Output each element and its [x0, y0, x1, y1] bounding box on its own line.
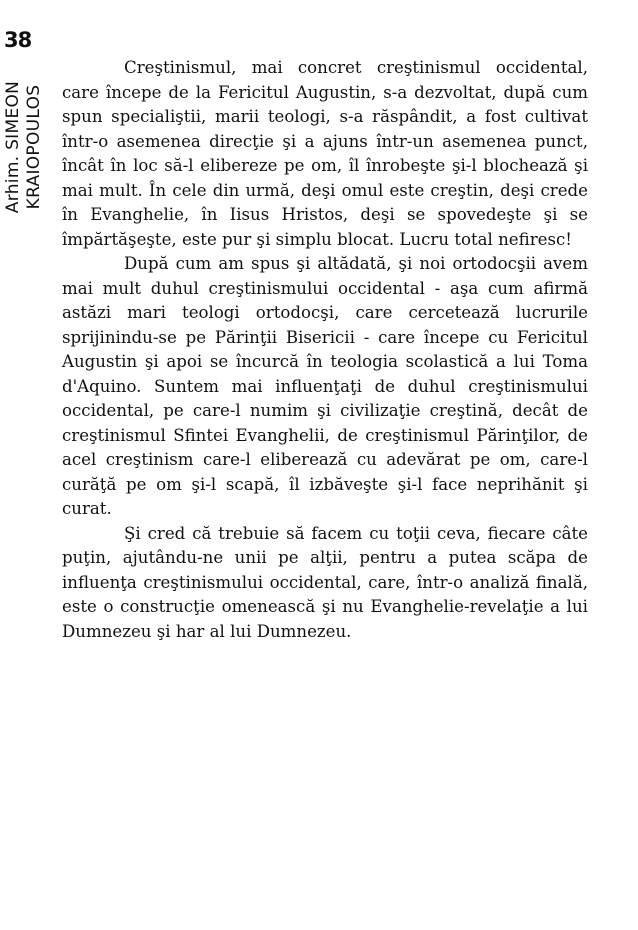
page-number: 38 [4, 28, 32, 52]
paragraph-3: Şi cred că trebuie să facem cu toţii ceva, fiecare câte puţin, ajutându-ne unii pe alţii, pentru a putea scăpa de influenţa creştinismului occidental, care, într-o analiză finală, este o construcţie omenească şi nu Evanghelie-revelaţie a lui Dumnezeu şi har al lui Dumnezeu. [62, 523, 588, 641]
paragraph-1: Creştinismul, mai concret creştinismul occidental, care începe de la Fericitul Augustin, s-a dezvoltat, după cum spun specialiştii, marii teologi, s-a răspândit, a fost cultivat într-o asemenea direcţie şi a ajuns într-un asemenea punct, încât în loc să-l elibereze pe om, îl înrobeşte şi-l blochează şi mai mult. În cele din urmă, deşi omul este creştin, deşi crede în Evanghelie, în Iisus Hristos, deşi se spovedeşte şi se împărtăşeşte, este pur şi simplu blocat. Lucru total nefiresc! [62, 58, 588, 249]
vertical-running-title [0, 56, 46, 238]
paragraph-2: După cum am spus şi altădată, şi noi ortodocşii avem mai mult duhul creştinismului occidental - aşa cum afirmă astăzi mari teologi ortodocşi, care cercetează lucrurile sprijinindu-se pe Părinţii Bisericii - care începe cu Fericitul Augustin şi apoi se încurcă în teologia scolastică a lui Toma d'Aquino. Suntem mai influenţaţi de duhul creştinismului occidental, pe care-l numim şi civilizaţie creştină, decât de creştinismul Sfintei Evanghelii, de creştinismul Părinţilor, de acel creştinism care-l eliberează cu adevărat pe om, care-l curăţă pe om şi-l scapă, îl izbăveşte şi-l face neprihănit şi curat. [62, 254, 588, 518]
header-author-line: Arhim. SIMEON [3, 80, 23, 214]
page-body-text [62, 56, 588, 644]
header-surname-line: KRAIOPOULOS [24, 84, 44, 210]
running-header [0, 28, 48, 238]
